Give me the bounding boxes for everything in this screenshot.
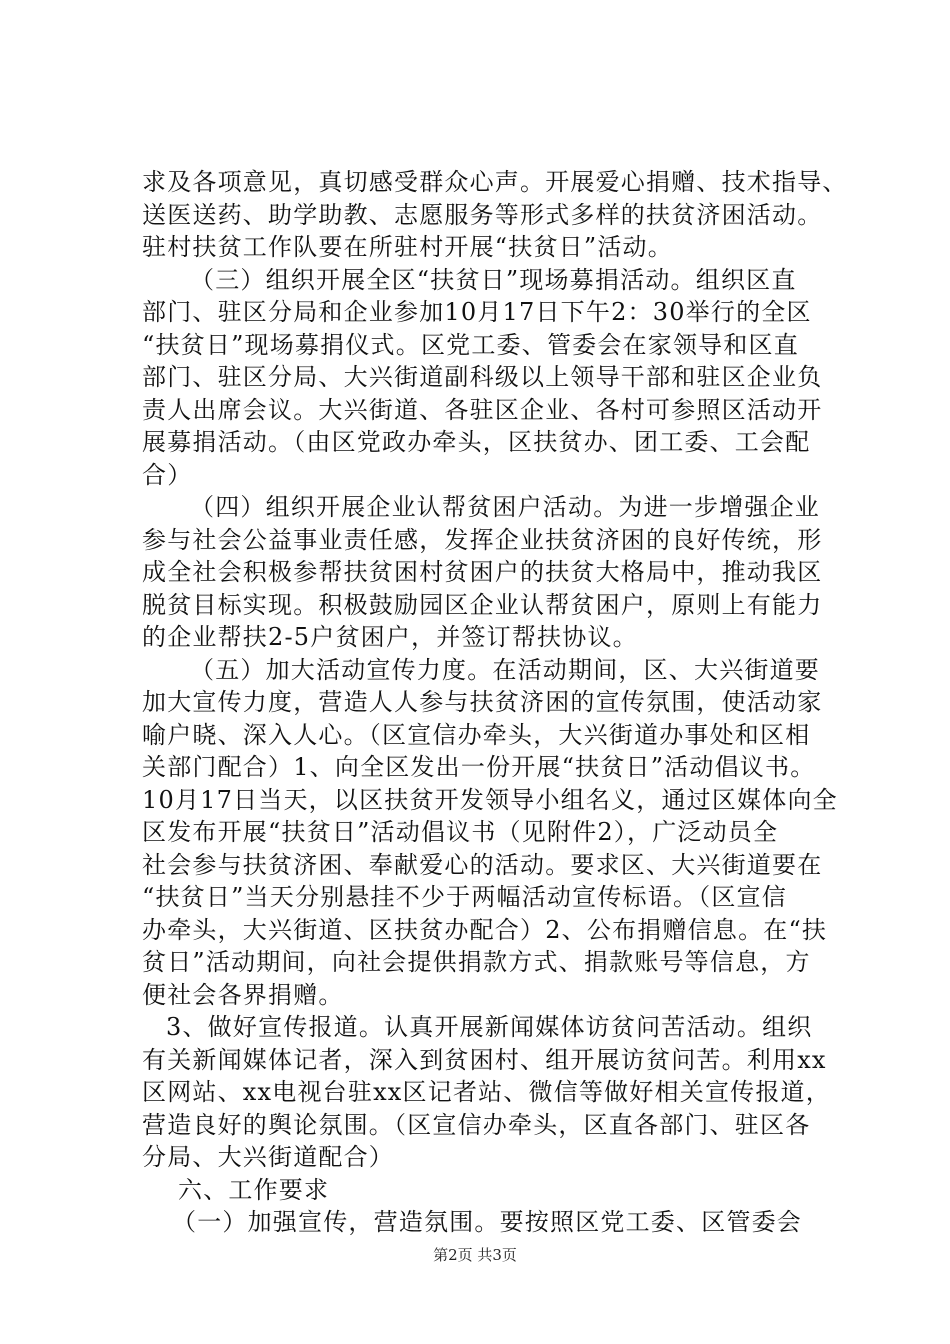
text-line: 便社会各界捐赠。 [142,980,344,1009]
text-line: 展募捐活动。（由区党政办牵头，区扶贫办、团工委、工会配 [142,428,811,456]
text-line: 的企业帮扶2-5户贫困户，并签订帮扶协议。 [142,623,638,651]
text-line: 加大宣传力度，营造人人参与扶贫济困的宣传氛围，使活动家 [142,688,823,716]
text-line: 驻村扶贫工作队要在所驻村开展“扶贫日”活动。 [142,233,673,261]
text-line: （五）加大活动宣传力度。在活动期间，区、大兴街道要 [190,655,820,684]
text-line: 区发布开展“扶贫日”活动倡议书（见附件2），广泛动员全 [142,818,779,846]
text-line: 分局、大兴街道配合） [142,1143,394,1171]
text-line: 贫日”活动期间，向社会提供捐款方式、捐款账号等信息，方 [142,948,811,976]
text-line: 脱贫目标实现。积极鼓励园区企业认帮贫困户，原则上有能力 [142,590,823,619]
text-line: 办牵头，大兴街道、区扶贫办配合）2、公布捐赠信息。在“扶 [142,915,828,944]
text-line: 社会参与扶贫济困、奉献爱心的活动。要求区、大兴街道要在 [142,850,823,879]
text-line: 求及各项意见，真切感受群众心声。开展爱心捐赠、技术指导、 [142,168,848,196]
document-body [142,166,848,1239]
text-line: “扶贫日”当天分别悬挂不少于两幅活动宣传标语。（区宣信 [142,883,787,911]
text-line: 成全社会积极参帮扶贫困村贫困户的扶贫大格局中，推动我区 [142,558,823,586]
text-line: 关部门配合）1、向全区发出一份开展“扶贫日”活动倡议书。 [142,753,816,781]
text-line: 送医送药、助学助教、志愿服务等形式多样的扶贫济困活动。 [142,200,823,229]
text-line: 责人出席会议。大兴街道、各驻区企业、各村可参照区活动开 [142,395,823,424]
page-footer: 第2页 共3页 [433,1246,517,1264]
text-line: 部门、驻区分局、大兴街道副科级以上领导干部和驻区企业负 [142,363,823,391]
text-line: 区网站、xx电视台驻xx区记者站、微信等做好相关宣传报道， [142,1078,831,1106]
text-line: 10月17日当天，以区扶贫开发领导小组名义，通过区媒体向全 [142,785,838,814]
text-line: （四）组织开展企业认帮贫困户活动。为进一步增强企业 [190,493,820,521]
text-line: （三）组织开展全区“扶贫日”现场募捐活动。组织区直 [190,265,797,294]
text-line: 合） [142,460,193,489]
text-line: “扶贫日”现场募捐仪式。区党工委、管委会在家领导和区直 [142,330,799,359]
section-heading: 六、工作要求 [178,1175,330,1204]
text-line: 喻户晓、深入人心。（区宣信办牵头，大兴街道办事处和区相 [142,720,811,749]
text-line: 有关新闻媒体记者，深入到贫困村、组开展访贫问苦。利用xx [142,1045,827,1074]
text-line: 营造良好的舆论氛围。（区宣信办牵头，区直各部门、驻区各 [142,1110,811,1139]
text-line: 3、做好宣传报道。认真开展新闻媒体访贫问苦活动。组织 [166,1013,813,1041]
text-line: 参与社会公益事业责任感，发挥企业扶贫济困的良好传统，形 [142,525,823,554]
text-line: 部门、驻区分局和企业参加10月17日下午2：30举行的全区 [142,298,812,326]
text-line: （一）加强宣传，营造氛围。要按照区党工委、区管委会 [172,1208,802,1236]
